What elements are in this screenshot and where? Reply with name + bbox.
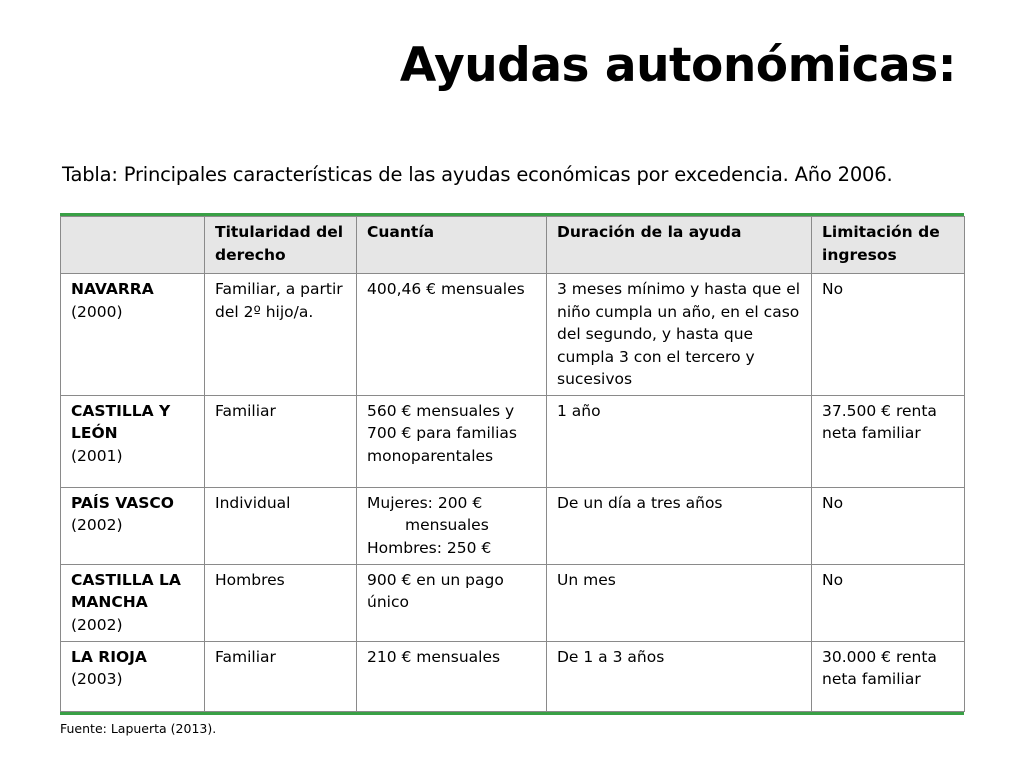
- aid-table-container: [60, 213, 964, 715]
- region-year: (2001): [71, 446, 123, 465]
- region-cell: [61, 564, 205, 641]
- duracion-cell: 3 meses mínimo y hasta que el niño cumpla un año, en el caso del segundo, y hasta que cumpla 3 con el tercero y sucesivos: [547, 274, 812, 396]
- header-titularidad: Titularidad del derecho: [205, 217, 357, 274]
- cuantia-cell: [357, 487, 547, 564]
- titularidad-cell: Individual: [205, 487, 357, 564]
- table-caption: Tabla: Principales características de las ayudas económicas por excedencia. Año 2006.: [62, 163, 893, 186]
- region-cell: [61, 641, 205, 711]
- region-year: (2000): [71, 302, 123, 321]
- region-year: (2003): [71, 670, 123, 688]
- region-year: (2002): [71, 615, 123, 634]
- region-cell: [61, 395, 205, 487]
- table-header-row: [61, 217, 965, 274]
- table-row: [61, 641, 965, 711]
- cuantia-cell: 210 € mensuales: [357, 641, 547, 711]
- limitacion-cell: No: [812, 487, 965, 564]
- region-cell: [61, 487, 205, 564]
- cuantia-cell: 400,46 € mensuales: [357, 274, 547, 396]
- region-name: NAVARRA: [71, 280, 154, 298]
- region-name: CASTILLA LA MANCHA: [71, 570, 181, 611]
- limitacion-cell: No: [812, 564, 965, 641]
- header-limitacion: Limitación de ingresos: [812, 217, 965, 274]
- cuantia-cell: 560 € mensuales y 700 € para familias monoparentales: [357, 395, 547, 487]
- limitacion-cell: 37.500 € renta neta familiar: [812, 395, 965, 487]
- table-row: [61, 487, 965, 564]
- region-name: CASTILLA Y LEÓN: [71, 401, 171, 442]
- source-note: Fuente: Lapuerta (2013).: [60, 721, 217, 736]
- table-row: [61, 395, 965, 487]
- aid-table: [60, 216, 965, 712]
- region-year: (2002): [71, 516, 123, 534]
- table-row: [61, 274, 965, 396]
- titularidad-cell: Familiar: [205, 395, 357, 487]
- cuantia-cell: 900 € en un pago único: [357, 564, 547, 641]
- titularidad-cell: Familiar: [205, 641, 357, 711]
- header-cuantia: Cuantía: [357, 217, 547, 274]
- limitacion-cell: No: [812, 274, 965, 396]
- cuantia-line: mensuales: [405, 516, 489, 534]
- titularidad-cell: Hombres: [205, 564, 357, 641]
- titularidad-cell: Familiar, a partir del 2º hijo/a.: [205, 274, 357, 396]
- region-name: PAÍS VASCO: [71, 493, 174, 512]
- header-region: [61, 217, 205, 274]
- slide-title: Ayudas autonómicas:: [399, 38, 956, 93]
- duracion-cell: De un día a tres años: [547, 487, 812, 564]
- region-cell: [61, 274, 205, 396]
- region-name: LA RIOJA: [71, 647, 147, 666]
- cuantia-line: Mujeres: 200 €: [367, 493, 483, 512]
- duracion-cell: 1 año: [547, 395, 812, 487]
- header-duracion: Duración de la ayuda: [547, 217, 812, 274]
- duracion-cell: Un mes: [547, 564, 812, 641]
- cuantia-line: Hombres: 250 €: [367, 538, 492, 557]
- table-row: [61, 564, 965, 641]
- limitacion-cell: 30.000 € renta neta familiar: [812, 641, 965, 711]
- duracion-cell: De 1 a 3 años: [547, 641, 812, 711]
